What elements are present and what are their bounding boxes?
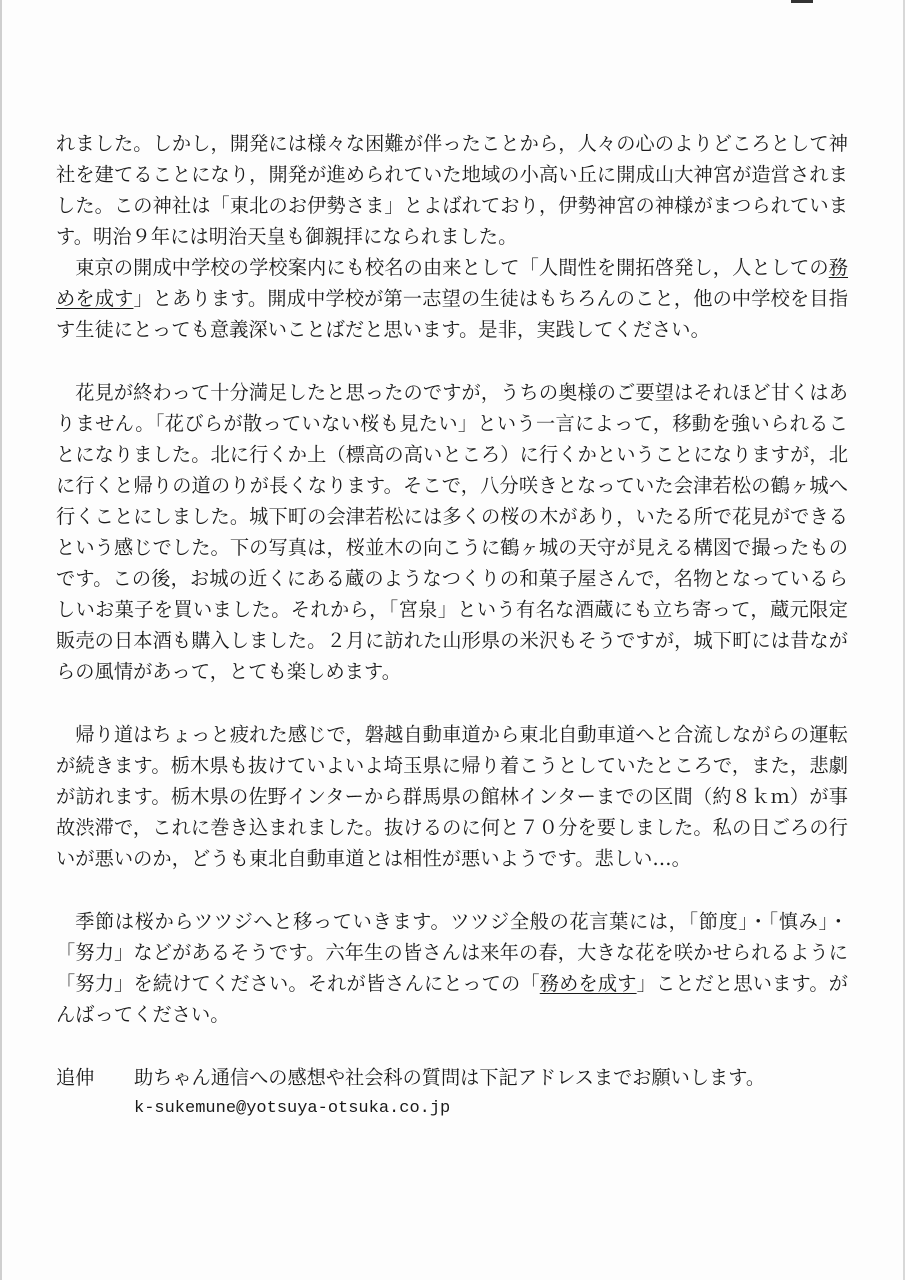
paragraph-gap xyxy=(56,345,848,377)
paragraph-return-trip xyxy=(56,719,848,874)
paragraph-text-after: 」とあります。開成中学校が第一志望の生徒はもちろんのこと，他の中学校を目指す生徒にとっても意義深いことばだと思います。是非，実践してください。 xyxy=(56,287,848,341)
paragraph-text-after: 」ことだと思います。がんばってください。 xyxy=(56,972,848,1026)
paragraph-gap xyxy=(56,874,848,906)
paragraph-text: 花見が終わって十分満足したと思ったのですが，うちの奥様のご要望はそれほど甘くはありません。「花びらが散っていない桜も見たい」という一言によって，移動を強いられることになりました。北に行くか上（標高の高いところ）に行くかということになりますが，北に行くと帰りの道のりが長くなります。そこで，八分咲きとなっていた会津若松の鶴ヶ城へ行くことにしました。城下町の会津若松には多くの桜の木があり，いたる所で花見ができるという感じでした。下の写真は，桜並木の向こうに鶴ヶ城の天守が見える構図で撮ったものです。この後，お城の近くにある蔵のようなつくりの和菓子屋さんで，名物となっているらしいお菓子を買いました。それから，「宮泉」という有名な酒蔵にも立ち寄って，蔵元限定販売の日本酒も購入しました。２月に訪れた山形県の米沢もそうですが，城下町には昔ながらの風情があって，とても楽しめます。 xyxy=(56,381,848,683)
postscript-label: 追伸 xyxy=(56,1066,95,1089)
paragraph-kaisei-shrine xyxy=(56,128,848,252)
postscript-text: 助ちゃん通信への感想や社会科の質問は下記アドレスまでお願いします。 xyxy=(134,1066,766,1089)
scan-top-mark xyxy=(791,0,813,3)
paragraph-text: 帰り道はちょっと疲れた感じで，磐越自動車道から東北自動車道へと合流しながらの運転が続きます。栃木県も抜けていよいよ埼玉県に帰り着こうとしていたところで，また，悲劇が訪れます。栃木県の佐野インターから群馬県の館林インターまでの区間（約８ｋｍ）が事故渋滞で，これに巻き込まれました。抜けるのに何と７０分を要しました。私の日ごろの行いが悪いのか，どうも東北自動車道とは相性が悪いようです。悲しい…。 xyxy=(56,723,848,870)
postscript xyxy=(56,1062,848,1124)
postscript-body xyxy=(134,1062,848,1124)
paragraph-text-before: 季節は桜からツツジへと移っていきます。ツツジ全般の花言葉には，「節度」・「慎み」・「努力」などがあるそうです。六年生の皆さんは来年の春，大きな花を咲かせられるように「努力」を続けてください。それが皆さんにとっての「 xyxy=(56,910,848,995)
scan-left-edge xyxy=(0,0,2,1280)
paragraph-gap xyxy=(56,687,848,719)
paragraph-aizu-wakamatsu xyxy=(56,377,848,687)
underlined-phrase: 務めを成す xyxy=(539,972,637,995)
paragraph-azalea xyxy=(56,906,848,1030)
paragraph-text-before: 東京の開成中学校の学校案内にも校名の由来として「人間性を開拓啓発し，人としての xyxy=(75,256,829,279)
document-body xyxy=(56,128,848,1124)
paragraph-kaisei-school xyxy=(56,252,848,345)
paragraph-text: れました。しかし，開発には様々な困難が伴ったことから，人々の心のよりどころとして神社を建てることになり，開発が進められていた地域の小高い丘に開成山大神宮が造営されました。この神社は「東北のお伊勢さま」とよばれており，伊勢神宮の神様がまつられています。明治９年には明治天皇も御親拝になられました。 xyxy=(56,132,848,248)
underlined-phrase: 務めを成す xyxy=(56,256,848,310)
contact-email: k-sukemune@yotsuya-otsuka.co.jp xyxy=(134,1099,451,1118)
